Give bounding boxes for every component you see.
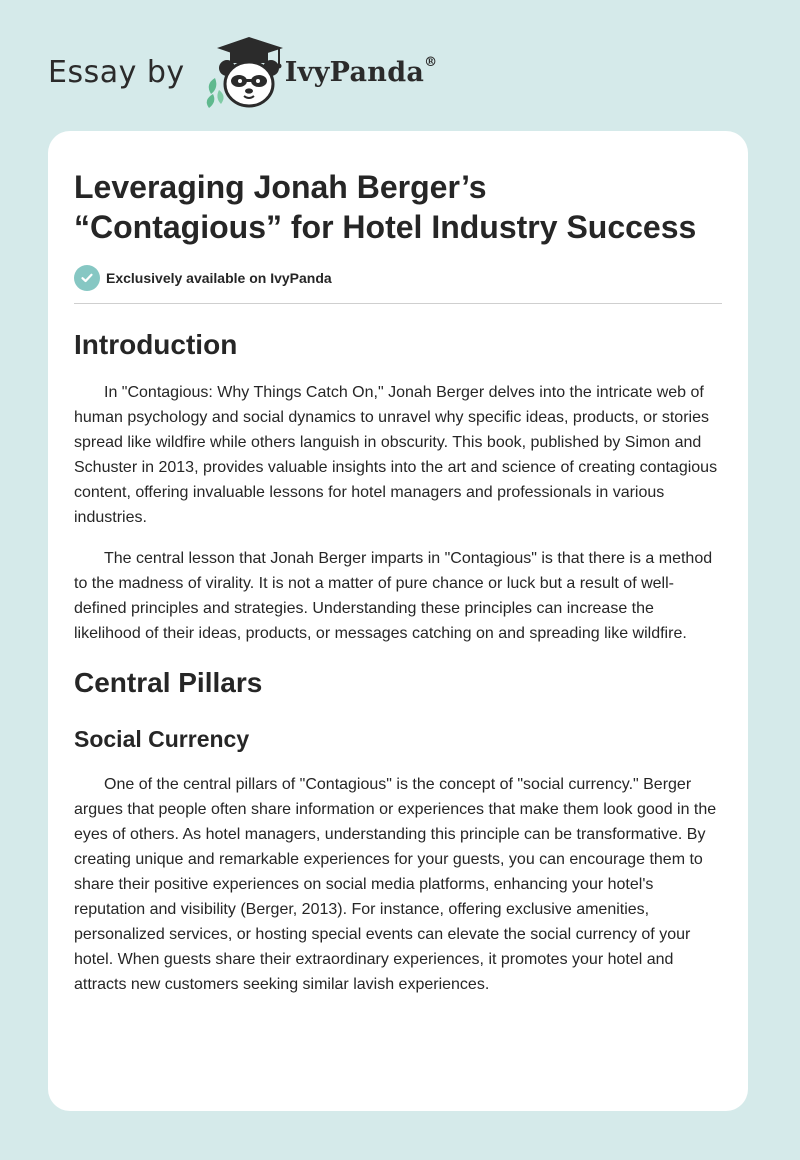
central-pillars-heading: Central Pillars	[74, 667, 263, 698]
title-divider	[74, 303, 722, 304]
essay-card	[48, 131, 748, 1111]
exclusive-badge-text: Exclusively available on IvyPanda	[106, 270, 332, 286]
brand-text: IvyPanda	[284, 56, 425, 88]
site-header	[48, 34, 437, 110]
essay-by-label: Essay by	[48, 54, 185, 90]
panda-graduate-logo-icon[interactable]	[199, 34, 291, 110]
essay-title-line-2: “Contagious” for Hotel Industry Success	[74, 209, 697, 245]
social-currency-paragraph: One of the central pillars of "Contagious" is the concept of "social currency." Berger argues that people often share information or experiences that make them look good in the eyes of others. As hotel managers, understanding this principle can be transformative. By creating unique and remarkable experiences for your guests, you can encourage them to share their positive experiences on social media platforms, enhancing your hotel's reputation and visibility (Berger, 2013). For instance, offering exclusive amenities, personalized services, or hosting special events can elevate the social currency of your hotel. When guests share their extraordinary experiences, it promotes your hotel and attracts new customers seeking similar lavish experiences.	[74, 776, 717, 993]
social-currency-heading: Social Currency	[74, 726, 250, 752]
registered-mark: ®	[424, 54, 438, 70]
introduction-heading: Introduction	[74, 329, 238, 360]
brand-name[interactable]	[284, 54, 438, 88]
essay-title	[74, 167, 722, 247]
introduction-paragraph-2: The central lesson that Jonah Berger imparts in "Contagious" is that there is a method to the madness of virality. It is not a matter of pure chance or luck but a result of well-defined principles and strategies. Understanding these principles can increase the likelihood of their ideas, products, or messages catching on and spreading like wildfire.	[74, 550, 713, 642]
check-circle-icon	[74, 265, 100, 291]
exclusive-badge	[74, 265, 722, 291]
essay-title-line-1: Leveraging Jonah Berger’s	[74, 169, 487, 205]
introduction-paragraph-1: In "Contagious: Why Things Catch On," Jonah Berger delves into the intricate web of human psychology and social dynamics to unravel why specific ideas, products, or stories spread like wildfire while others languish in obscurity. This book, published by Simon and Schuster in 2013, provides valuable insights into the art and science of creating contagious content, offering invaluable lessons for hotel managers and professionals in various industries.	[74, 384, 718, 526]
